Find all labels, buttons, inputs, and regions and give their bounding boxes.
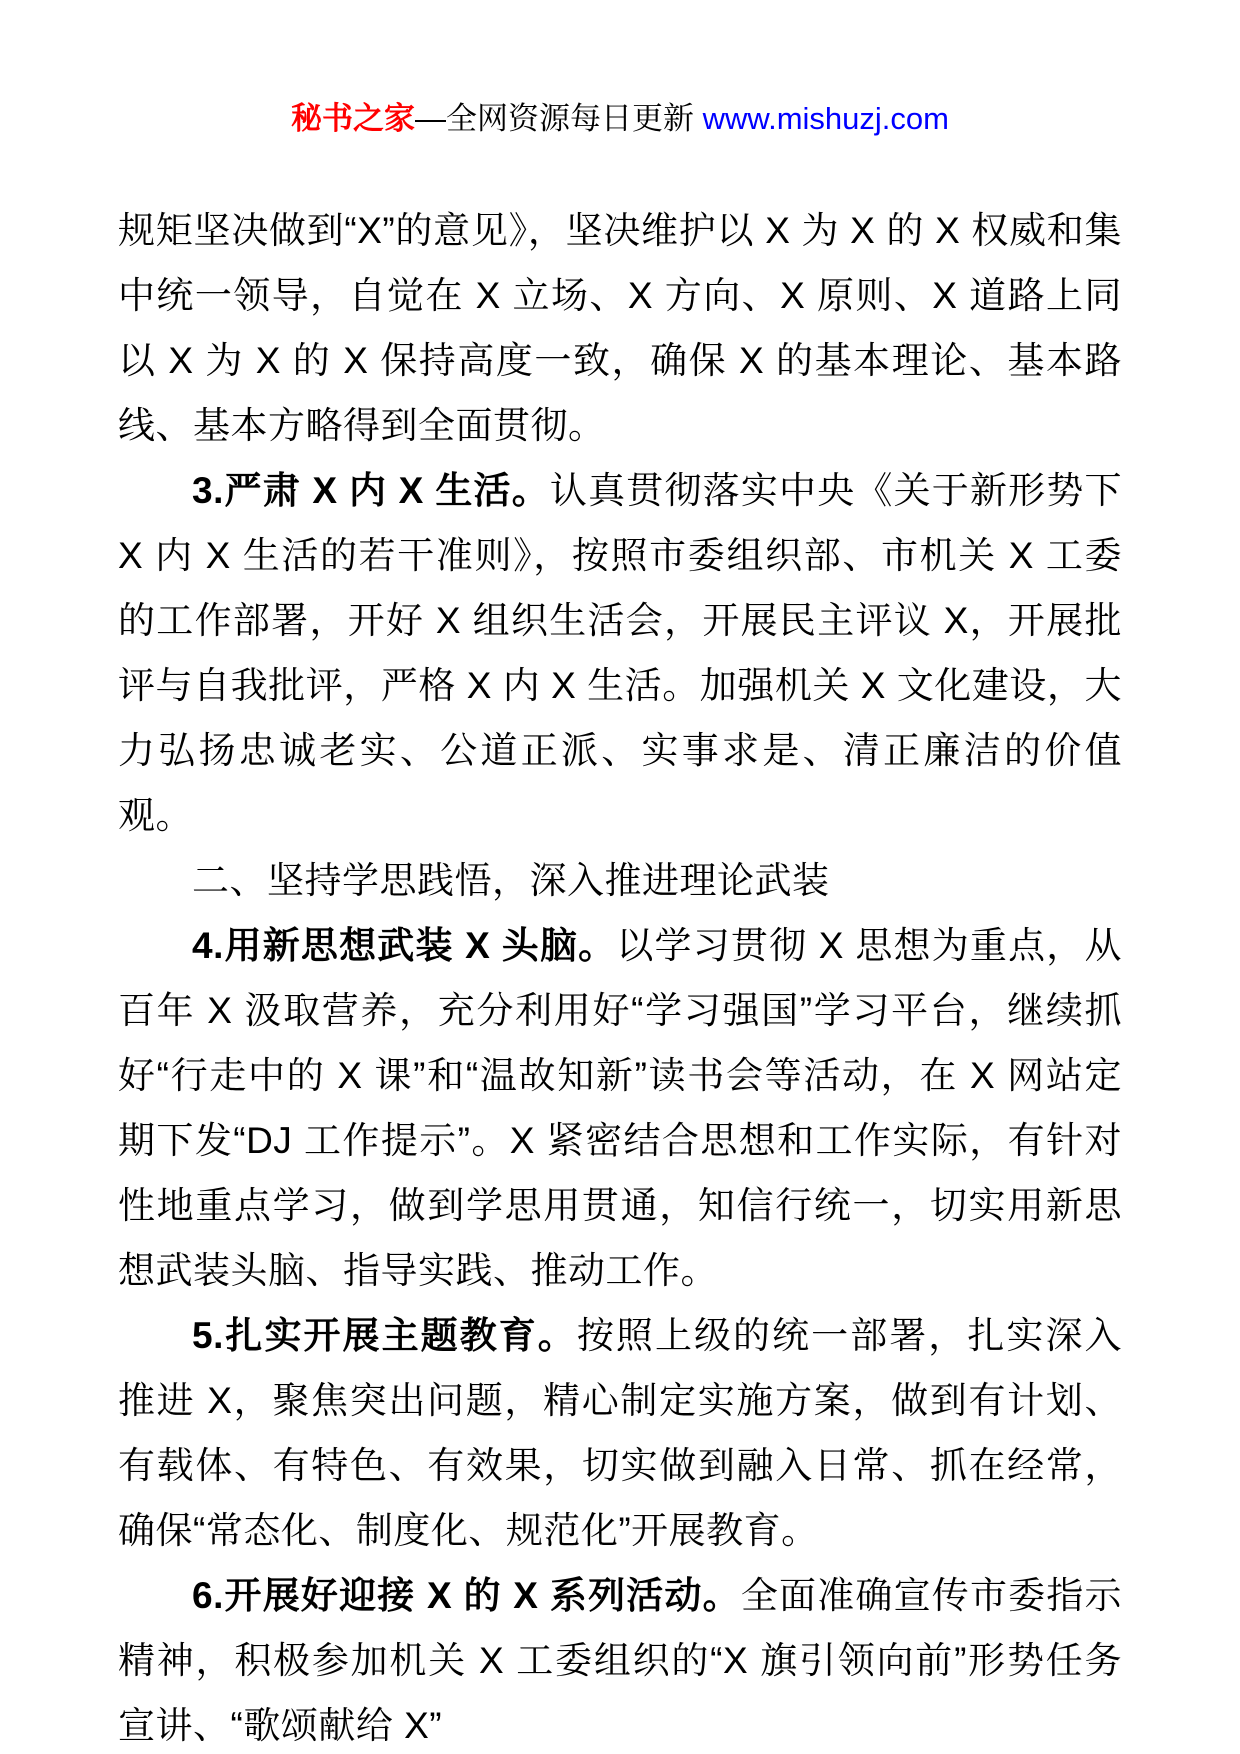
text-run: 认真贯彻落实中央《关于新形势下 X 内 X 生活的若干准则》，按照市委组织部、市机关 X 工委的工作部署，开好 X 组织生活会，开展民主评议 X，开展批评与自我批评，严格 X 内 X 生活。加强机关 X 文化建设，大力弘扬忠诚老实、公道正派、实事求是、清正廉洁的价值观。 (118, 470, 1122, 836)
site-url-link[interactable]: www.mishuzj.com (702, 101, 949, 136)
bold-text-run: 4.用新思想武装 X 头脑。 (192, 925, 617, 966)
text-run: 按照上级的统一部署，扎实深入推进 X，聚焦突出问题，精心制定实施方案，做到有计划、有载体、有特色、有效果，切实做到融入日常、抓在经常，确保“常态化、制度化、规范化”开展教育。 (118, 1315, 1123, 1551)
paragraph-2 (118, 458, 1122, 848)
document-body (118, 198, 1122, 1754)
header-separator: — (415, 101, 447, 136)
paragraph-1 (118, 198, 1122, 458)
paragraph-5 (118, 1303, 1122, 1563)
site-header (0, 0, 1240, 142)
site-tagline: 全网资源每日更新 (446, 101, 695, 136)
paragraph-3 (118, 848, 1122, 913)
bold-text-run: 6.开展好迎接 X 的 X 系列活动。 (192, 1575, 741, 1616)
site-name: 秘书之家 (291, 101, 416, 136)
text-run: 以学习贯彻 X 思想为重点，从百年 X 汲取营养，充分利用好“学习强国”学习平台，继续抓好“行走中的 X 课”和“温故知新”读书会等活动，在 X 网站定期下发“DJ 工作提示”。X 紧密结合思想和工作实际，有针对性地重点学习，做到学思用贯通，知信行统一，切实用新思想武装头脑、指导实践、推动工作。 (118, 925, 1122, 1291)
bold-text-run: 3.严肃 X 内 X 生活。 (192, 470, 550, 511)
text-run: 二、坚持学思践悟，深入推进理论武装 (192, 860, 830, 901)
paragraph-6 (118, 1563, 1122, 1754)
bold-text-run: 5.扎实开展主题教育。 (192, 1315, 577, 1356)
text-run: 全面准确宣传市委指示精神，积极参加机关 X 工委组织的“X 旗引领向前”形势任务宣讲、“歌颂献给 X” (118, 1575, 1123, 1746)
text-run: 规矩坚决做到“X”的意见》，坚决维护以 X 为 X 的 X 权威和集中统一领导，自觉在 X 立场、X 方向、X 原则、X 道路上同以 X 为 X 的 X 保持高度一致，确保 X 的基本理论、基本路线、基本方略得到全面贯彻。 (118, 210, 1122, 446)
paragraph-4 (118, 913, 1122, 1303)
